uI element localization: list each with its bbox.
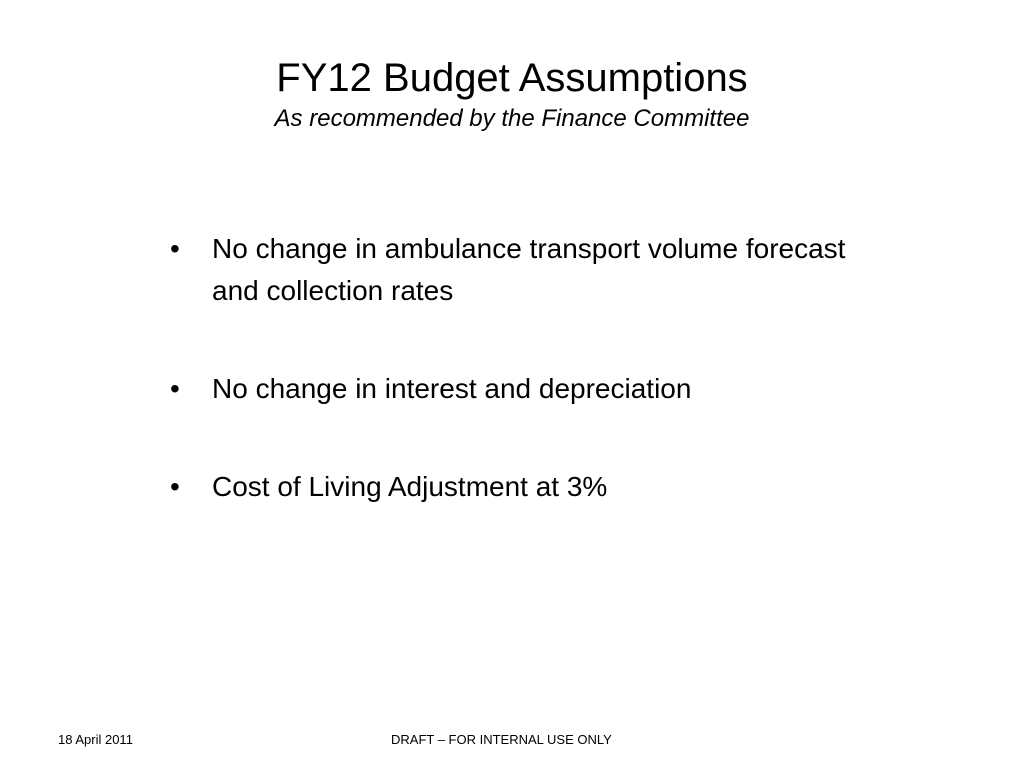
bullet-item	[170, 228, 890, 312]
bullet-list	[170, 228, 890, 564]
footer-draft-note: DRAFT – FOR INTERNAL USE ONLY	[391, 732, 612, 747]
bullet-item	[170, 368, 890, 410]
bullet-text: Cost of Living Adjustment at 3%	[212, 471, 608, 502]
bullet-text: No change in ambulance transport volume forecast and collection rates	[212, 233, 846, 306]
slide-subtitle: As recommended by the Finance Committee	[274, 105, 750, 132]
bullet-marker: •	[170, 471, 180, 502]
bullet-text: No change in interest and depreciation	[212, 373, 692, 404]
title-block	[0, 52, 1024, 134]
bullet-marker: •	[170, 373, 180, 404]
bullet-item	[170, 466, 890, 508]
bullet-marker: •	[170, 233, 180, 264]
footer-date: 18 April 2011	[58, 732, 133, 747]
slide-title: FY12 Budget Assumptions	[276, 56, 748, 100]
